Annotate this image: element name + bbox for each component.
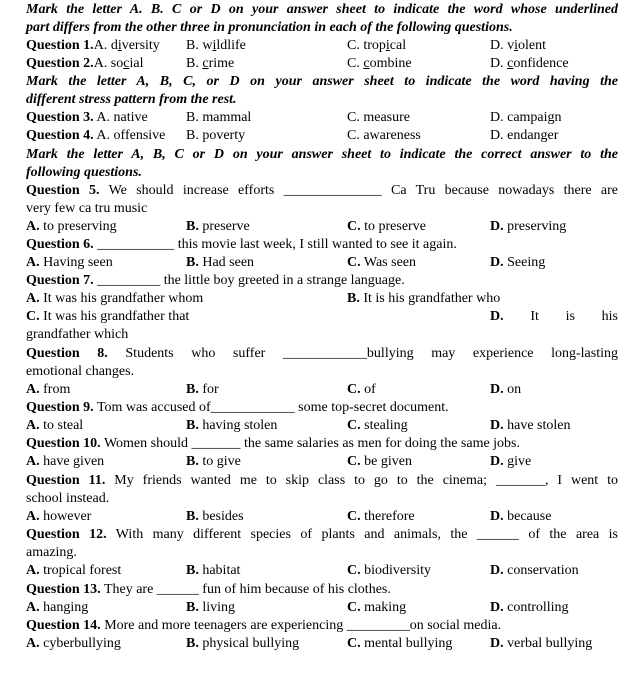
q13-option-d: D. controlling [490,600,569,615]
q9-option-c: C. stealing [347,418,408,433]
q5-option-b: B. preserve [186,219,250,234]
section3-instruction-line1: Mark the letter A, B, C or D on your answer sheet to indicate the correct answer to the [26,147,618,162]
q7-option-a: A. It was his grandfather whom [26,291,204,306]
question-3 [26,109,618,127]
q4-option-a: Question 4. A. offensive [26,128,166,143]
q10-option-a: A. have given [26,454,105,469]
q9-option-d: D. have stolen [490,418,571,433]
q3-option-d: D. campaign [490,110,562,125]
q6-option-d: D. Seeing [490,255,546,270]
question-5-options [26,218,618,236]
q4-option-d: D. endanger [490,128,559,143]
q8-option-c: C. of [347,382,376,397]
q5-option-d: D. preserving [490,219,567,234]
q12-option-b: B. habitat [186,563,241,578]
q12-option-c: C. biodiversity [347,563,432,578]
question-11-options [26,508,618,526]
question-13-options [26,599,618,617]
question-14-options [26,635,618,653]
question-13-stem: Question 13. They are ______ fun of him because of his clothes. [26,582,391,597]
q5-option-a: A. to preserving [26,219,117,234]
q13-option-a: A. hanging [26,600,89,615]
q7-option-b: B. It is his grandfather who [347,291,501,306]
q12-option-a: A. tropical forest [26,563,122,578]
q9-option-a: A. to steal [26,418,84,433]
question-2 [26,55,618,73]
q2-option-a: Question 2.A. social [26,56,144,71]
section2-instruction-line1: Mark the letter A, B, C, or D on your answer sheet to indicate the word having the [26,74,618,89]
question-6-stem: Question 6. ___________ this movie last week, I still wanted to see it again. [26,237,457,252]
q11-option-c: C. therefore [347,509,415,524]
question-9-stem: Question 9. Tom was accused of____________ some top-secret document. [26,400,449,415]
section1-instruction-line2: part differs from the other three in pronunciation in each of the following questions. [26,20,513,35]
q1-option-d: D. violent [490,38,547,53]
question-1 [26,37,618,55]
q11-option-a: A. however [26,509,92,524]
q14-option-c: C. mental bullying [347,636,453,651]
q1-option-b: B. wildlife [186,38,246,53]
question-5-stem-cont: very few ca tru music [26,201,148,216]
question-7-stem: Question 7. _________ the little boy greeted in a strange language. [26,273,405,288]
question-6-options [26,254,618,272]
question-12-options [26,562,618,580]
question-5-stem: Question 5. We should increase efforts ______________ Ca Tru because nowadays there are [26,183,618,198]
q11-option-d: D. because [490,509,552,524]
question-8-stem-cont: emotional changes. [26,364,135,379]
question-7-options-cd [26,308,618,326]
q3-option-c: C. measure [347,110,410,125]
q2-option-d: D. confidence [490,56,569,71]
q3-option-a: Question 3. A. native [26,110,148,125]
q7-option-c: C. It was his grandfather that [26,309,190,324]
q12-option-d: D. conservation [490,563,579,578]
q14-option-d: D. verbal bullying [490,636,593,651]
question-14-stem: Question 14. More and more teenagers are experiencing _________on social media. [26,618,502,633]
q8-option-b: B. for [186,382,219,397]
question-10-options [26,453,618,471]
question-7-options-ab [26,290,618,308]
q2-option-b: B. crime [186,56,235,71]
q2-option-c: C. combine [347,56,412,71]
section3-instruction-line2: following questions. [26,165,142,180]
q1-option-a: Question 1.A. diversity [26,38,160,53]
question-8-options [26,381,618,399]
q10-option-b: B. to give [186,454,241,469]
question-10-stem: Question 10. Women should _______ the same salaries as men for doing the same jobs. [26,436,521,451]
q13-option-c: C. making [347,600,407,615]
q5-option-c: C. to preserve [347,219,426,234]
q14-option-a: A. cyberbullying [26,636,121,651]
q11-option-b: B. besides [186,509,244,524]
question-12-stem-cont: amazing. [26,545,77,560]
q8-option-d: D. on [490,382,522,397]
q6-option-b: B. Had seen [186,255,255,270]
q9-option-b: B. having stolen [186,418,278,433]
q6-option-c: C. Was seen [347,255,417,270]
question-9-options [26,417,618,435]
question-11-stem: Question 11. My friends wanted me to skip class to go to the cinema; _______, I went to [26,473,619,488]
q10-option-c: C. be given [347,454,412,469]
q3-option-b: B. mammal [186,110,252,125]
q7-option-d: D. It is his [490,309,618,324]
q6-option-a: A. Having seen [26,255,113,270]
q8-option-a: A. from [26,382,71,397]
q1-option-c: C. tropical [347,38,407,53]
q14-option-b: B. physical bullying [186,636,300,651]
question-11-stem-cont: school instead. [26,491,110,506]
question-8-stem: Question 8. Students who suffer ____________bullying may experience long-lasting [26,346,618,361]
question-4 [26,127,618,145]
question-12-stem: Question 12. With many different species of plants and animals, the ______ of the area is [26,527,619,542]
q4-option-b: B. poverty [186,128,246,143]
section1-instruction-line1: Mark the letter A. B. C or D on your answer sheet to indicate the word whose underlined [26,2,618,17]
question-7-option-d-cont: grandfather which [26,327,129,342]
q13-option-b: B. living [186,600,236,615]
q4-option-c: C. awareness [347,128,421,143]
q10-option-d: D. give [490,454,532,469]
section2-instruction-line2: different stress pattern from the rest. [26,92,237,107]
